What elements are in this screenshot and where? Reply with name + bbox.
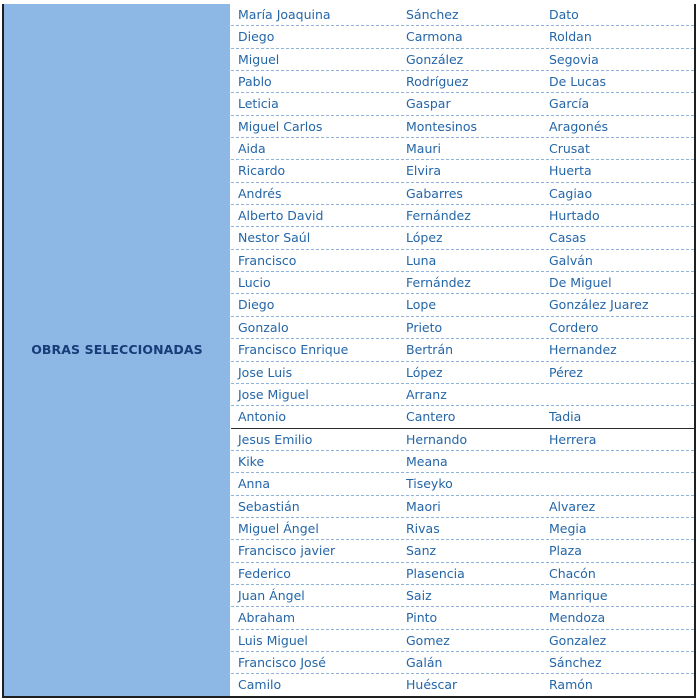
- first-name-cell: Jose Miguel: [238, 386, 309, 402]
- table-row: [231, 227, 694, 249]
- table-row: [231, 473, 694, 495]
- surname-2-cell: Hurtado: [549, 208, 600, 224]
- surname-1-cell: Elvira: [406, 163, 442, 179]
- surname-2-cell: Hernandez: [549, 342, 617, 358]
- table-row: [231, 563, 694, 585]
- surname-1-cell: Saiz: [406, 587, 432, 603]
- surname-2-cell: Segovia: [549, 51, 599, 67]
- first-name-cell: Francisco: [238, 252, 297, 268]
- first-name-cell: Juan Ángel: [238, 587, 305, 603]
- surname-1-cell: Galán: [406, 654, 443, 670]
- table-row: [231, 160, 694, 182]
- table-row: [231, 429, 694, 451]
- surname-2-cell: Galván: [549, 252, 593, 268]
- surname-1-cell: Tiseyko: [406, 476, 453, 492]
- surname-2-cell: Roldan: [549, 29, 592, 45]
- table-row: [231, 585, 694, 607]
- table-row: [231, 183, 694, 205]
- table-row: [231, 406, 694, 428]
- table-row: [231, 540, 694, 562]
- first-name-cell: Leticia: [238, 96, 279, 112]
- surname-1-cell: Pinto: [406, 610, 438, 626]
- surname-1-cell: Meana: [406, 453, 448, 469]
- surname-1-cell: Cantero: [406, 409, 456, 425]
- surname-2-cell: García: [549, 96, 590, 112]
- table-row: [231, 272, 694, 294]
- first-name-cell: Antonio: [238, 409, 287, 425]
- surname-2-cell: González Juarez: [549, 297, 649, 313]
- table-row: [231, 451, 694, 473]
- surname-2-cell: Alvarez: [549, 498, 596, 514]
- surname-1-cell: Mauri: [406, 141, 441, 157]
- surname-2-cell: Megia: [549, 520, 587, 536]
- table-row: [231, 317, 694, 339]
- table-row: [231, 674, 694, 696]
- surname-2-cell: Chacón: [549, 565, 596, 581]
- first-name-cell: María Joaquina: [238, 7, 331, 22]
- surname-1-cell: Maori: [406, 498, 441, 514]
- surname-2-cell: Manrique: [549, 587, 608, 603]
- section-header-cell: [4, 4, 231, 696]
- table-row: [231, 93, 694, 115]
- table-row: [231, 496, 694, 518]
- surname-1-cell: Sánchez: [406, 7, 459, 22]
- surname-2-cell: Aragonés: [549, 118, 609, 134]
- surname-2-cell: De Lucas: [549, 74, 607, 90]
- surname-1-cell: Luna: [406, 252, 437, 268]
- table-row: [231, 116, 694, 138]
- surname-2-cell: Mendoza: [549, 610, 606, 626]
- surname-1-cell: Montesinos: [406, 118, 478, 134]
- surname-2-cell: Ramón: [549, 677, 593, 693]
- surname-1-cell: Rivas: [406, 520, 440, 536]
- first-name-cell: Jesus Emilio: [238, 431, 313, 447]
- surname-1-cell: López: [406, 230, 443, 246]
- table-row: [231, 518, 694, 540]
- first-name-cell: Diego: [238, 297, 275, 313]
- table-row: [231, 607, 694, 629]
- table-row: [231, 205, 694, 227]
- first-name-cell: Kike: [238, 453, 265, 469]
- table-row: [231, 4, 694, 26]
- surname-2-cell: Cordero: [549, 319, 599, 335]
- table-row: [231, 71, 694, 93]
- surname-1-cell: Hernando: [406, 431, 468, 447]
- first-name-cell: Federico: [238, 565, 291, 581]
- surname-2-cell: Huerta: [549, 163, 592, 179]
- first-name-cell: Ricardo: [238, 163, 286, 179]
- first-name-cell: Abraham: [238, 610, 296, 626]
- first-name-cell: Anna: [238, 476, 271, 492]
- first-name-cell: Pablo: [238, 74, 272, 90]
- first-name-cell: Camilo: [238, 677, 282, 693]
- surname-1-cell: Huéscar: [406, 677, 458, 693]
- table-row: [231, 339, 694, 361]
- surname-1-cell: Arranz: [406, 386, 447, 402]
- first-name-cell: Francisco José: [238, 654, 326, 670]
- first-name-cell: Lucio: [238, 275, 271, 291]
- names-table: [231, 4, 694, 697]
- first-name-cell: Miguel Ángel: [238, 520, 319, 536]
- table-row: [231, 250, 694, 272]
- first-name-cell: Sebastián: [238, 498, 300, 514]
- surname-1-cell: Bertrán: [406, 342, 454, 358]
- first-name-cell: Miguel: [238, 51, 280, 67]
- first-name-cell: Jose Luis: [238, 364, 293, 380]
- surname-1-cell: Fernández: [406, 208, 471, 224]
- surname-2-cell: Gonzalez: [549, 632, 607, 648]
- surname-1-cell: Prieto: [406, 319, 443, 335]
- first-name-cell: Francisco javier: [238, 543, 336, 559]
- surname-1-cell: Gabarres: [406, 185, 463, 201]
- table-row: [231, 384, 694, 406]
- surname-2-cell: Tadia: [549, 409, 582, 425]
- table-row: [231, 138, 694, 160]
- table-row: [231, 26, 694, 48]
- surname-1-cell: López: [406, 364, 443, 380]
- surname-2-cell: Casas: [549, 230, 587, 246]
- section-label: OBRAS SELECCIONADAS: [31, 342, 203, 358]
- table-row: [231, 652, 694, 674]
- first-name-cell: Alberto David: [238, 208, 324, 224]
- first-name-cell: Francisco Enrique: [238, 342, 349, 358]
- first-name-cell: Diego: [238, 29, 275, 45]
- surname-2-cell: Plaza: [549, 543, 582, 559]
- table-row: [231, 294, 694, 316]
- surname-1-cell: Plasencia: [406, 565, 465, 581]
- surname-2-cell: Herrera: [549, 431, 597, 447]
- surname-1-cell: Sanz: [406, 543, 437, 559]
- surname-2-cell: De Miguel: [549, 275, 612, 291]
- surname-1-cell: Lope: [406, 297, 437, 313]
- first-name-cell: Nestor Saúl: [238, 230, 311, 246]
- surname-2-cell: Dato: [549, 7, 579, 22]
- surname-1-cell: Gomez: [406, 632, 450, 648]
- first-name-cell: Luis Miguel: [238, 632, 308, 648]
- surname-2-cell: Pérez: [549, 364, 583, 380]
- first-name-cell: Gonzalo: [238, 319, 289, 335]
- surname-1-cell: Fernández: [406, 275, 471, 291]
- table-row: [231, 362, 694, 384]
- first-name-cell: Aida: [238, 141, 266, 157]
- first-name-cell: Andrés: [238, 185, 282, 201]
- surname-1-cell: Rodríguez: [406, 74, 469, 90]
- surname-1-cell: González: [406, 51, 464, 67]
- surname-1-cell: Carmona: [406, 29, 463, 45]
- first-name-cell: Miguel Carlos: [238, 118, 323, 134]
- surname-2-cell: Crusat: [549, 141, 590, 157]
- table-row: [231, 630, 694, 652]
- surname-2-cell: Sánchez: [549, 654, 602, 670]
- surname-1-cell: Gaspar: [406, 96, 451, 112]
- surname-2-cell: Cagiao: [549, 185, 593, 201]
- table-row: [231, 49, 694, 71]
